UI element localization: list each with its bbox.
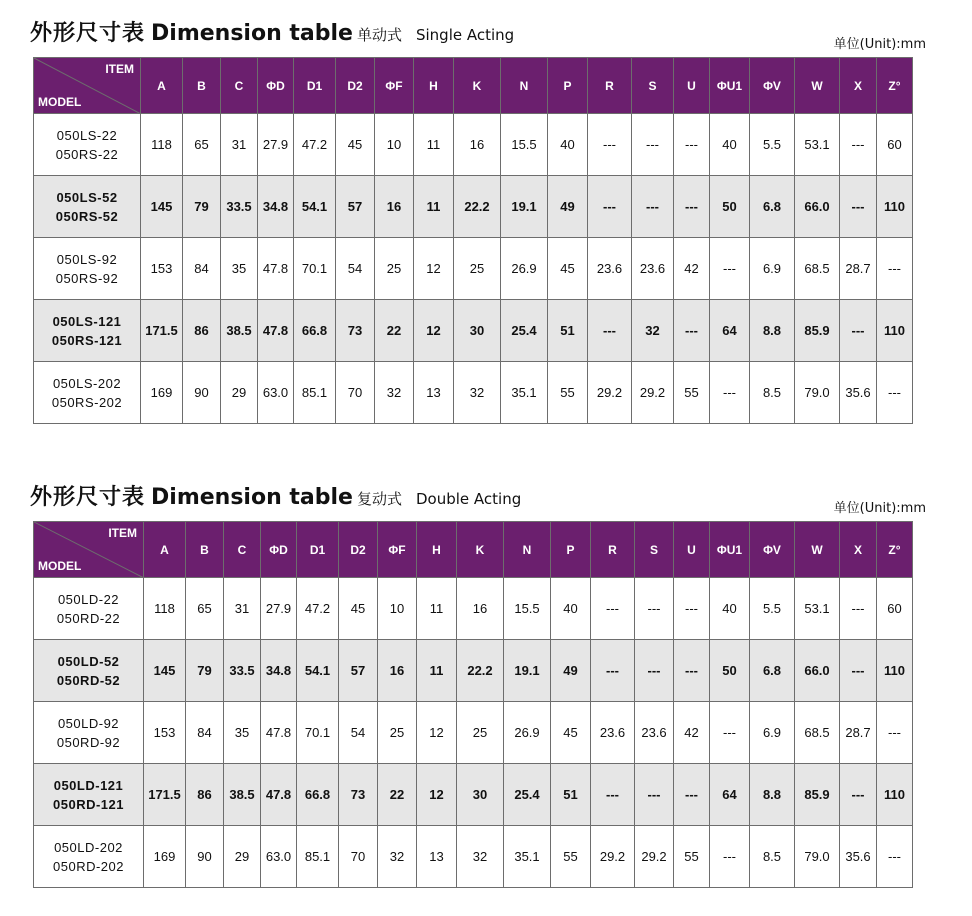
section-title [30,16,514,50]
table-row [34,114,913,176]
col-header: ΦD [261,522,297,578]
table-cell: --- [674,114,710,176]
table-cell: 70.1 [294,238,336,300]
col-header: ΦD [258,58,294,114]
model-name: 050RD-22 [56,610,121,626]
table-cell: 49 [548,176,588,238]
model-name: 050RD-52 [56,672,121,688]
table-row [34,764,913,826]
subtitle-en: Single Acting [415,26,515,44]
model-name: 050LS-52 [56,189,118,205]
table-cell: 19.1 [501,176,548,238]
table-cell: 66.0 [795,640,840,702]
table-cell: 8.8 [750,300,795,362]
table-cell: 64 [710,764,750,826]
table-cell: 84 [183,238,221,300]
table-cell: --- [877,826,913,888]
table-cell: 79 [183,176,221,238]
table-cell: 110 [877,300,913,362]
table-cell: 47.8 [261,764,297,826]
table-row [34,578,913,640]
col-header: ΦV [750,58,795,114]
corner-item-label: ITEM [108,526,137,540]
table-cell: 31 [221,114,258,176]
unit-label: 单位(Unit):mm [833,37,926,52]
col-header: U [674,58,710,114]
col-header: Z° [877,522,913,578]
table-cell: 66.0 [795,176,840,238]
model-cell [34,238,141,300]
table-cell: 38.5 [224,764,261,826]
model-cell [34,640,144,702]
table-cell: 8.5 [750,362,795,424]
table-cell: 70.1 [297,702,339,764]
table-cell: 171.5 [144,764,186,826]
dimension-table [33,521,913,888]
table-cell: 55 [551,826,591,888]
col-header: B [183,58,221,114]
table-cell: --- [710,826,750,888]
table-cell: 57 [339,640,378,702]
col-header: ΦV [750,522,795,578]
table-row [34,238,913,300]
table-cell: --- [840,300,877,362]
table-cell: 33.5 [224,640,261,702]
table-cell: 49 [551,640,591,702]
table-cell: --- [840,764,877,826]
table-cell: 32 [375,362,414,424]
table-cell: 22.2 [454,176,501,238]
table-cell: 86 [183,300,221,362]
table-cell: 145 [144,640,186,702]
table-cell: 90 [183,362,221,424]
table-cell: 42 [674,702,710,764]
table-cell: --- [674,176,710,238]
table-cell: 153 [141,238,183,300]
table-cell: 79 [186,640,224,702]
table-cell: 26.9 [504,702,551,764]
table-cell: 32 [378,826,417,888]
col-header: K [454,58,501,114]
table-cell: 8.5 [750,826,795,888]
table-cell: 60 [877,114,913,176]
table-cell: --- [877,238,913,300]
table-cell: 22.2 [457,640,504,702]
title-en: Dimension table [151,21,353,46]
table-cell: 85.9 [795,764,840,826]
table-cell: --- [632,176,674,238]
table-cell: 70 [336,362,375,424]
table-cell: --- [710,238,750,300]
col-header: ΦF [378,522,417,578]
table-cell: 23.6 [591,702,635,764]
table-cell: 23.6 [632,238,674,300]
table-cell: 65 [186,578,224,640]
table-cell: 16 [378,640,417,702]
table-cell: 11 [414,114,454,176]
col-header: D1 [294,58,336,114]
corner-cell [34,522,144,578]
col-header: W [795,58,840,114]
title-cn: 外形尺寸表 [30,485,146,510]
table-cell: 85.1 [297,826,339,888]
table-cell: 35 [224,702,261,764]
col-header: B [186,522,224,578]
col-header: N [501,58,548,114]
subtitle-cn: 单动式 [356,26,402,44]
table-cell: 50 [710,640,750,702]
model-name: 050LD-121 [53,777,124,793]
col-header: R [591,522,635,578]
table-cell: 27.9 [258,114,294,176]
table-cell: 26.9 [501,238,548,300]
dimension-table [33,57,913,424]
table-cell: 32 [457,826,504,888]
table-cell: 54.1 [297,640,339,702]
table-cell: 153 [144,702,186,764]
col-header: X [840,58,877,114]
table-cell: 85.9 [795,300,840,362]
table-cell: 22 [378,764,417,826]
table-cell: --- [877,702,913,764]
table-cell: 23.6 [635,702,674,764]
table-cell: 28.7 [840,702,877,764]
table-cell: 25.4 [504,764,551,826]
table-cell: 57 [336,176,375,238]
corner-cell [34,58,141,114]
corner-model-label: MODEL [38,559,82,573]
col-header: K [457,522,504,578]
table-row [34,702,913,764]
model-name: 050RS-202 [51,394,123,410]
col-header: R [588,58,632,114]
col-header: A [141,58,183,114]
model-cell [34,702,144,764]
col-header: C [224,522,261,578]
model-name: 050RS-92 [55,270,119,286]
table-cell: 63.0 [261,826,297,888]
model-name: 050LS-22 [56,127,118,143]
col-header: N [504,522,551,578]
table-cell: 40 [548,114,588,176]
title-cn: 外形尺寸表 [30,21,146,46]
table-cell: 65 [183,114,221,176]
model-cell [34,176,141,238]
table-cell: --- [588,300,632,362]
table-cell: 23.6 [588,238,632,300]
table-cell: 50 [710,176,750,238]
model-name: 050LD-92 [57,715,120,731]
table-cell: 145 [141,176,183,238]
table-cell: 16 [375,176,414,238]
table-cell: 63.0 [258,362,294,424]
table-cell: 10 [375,114,414,176]
table-cell: 12 [414,238,454,300]
table-cell: --- [674,300,710,362]
table-cell: --- [591,578,635,640]
table-cell: 110 [877,764,913,826]
table-cell: 85.1 [294,362,336,424]
model-name: 050RS-52 [55,208,119,224]
table-cell: 47.8 [258,238,294,300]
model-name: 050LS-121 [52,313,122,329]
table-cell: 31 [224,578,261,640]
table-cell: 60 [877,578,913,640]
col-header: S [632,58,674,114]
table-cell: 29.2 [635,826,674,888]
table-cell: 28.7 [840,238,877,300]
table-cell: 47.8 [258,300,294,362]
col-header: X [840,522,877,578]
subtitle-en: Double Acting [415,490,522,508]
model-name: 050LD-22 [57,591,120,607]
col-header: D2 [336,58,375,114]
table-cell: 47.2 [297,578,339,640]
model-name: 050LS-92 [56,251,118,267]
table-cell: 47.8 [261,702,297,764]
table-cell: 32 [632,300,674,362]
table-cell: 13 [414,362,454,424]
title-en: Dimension table [151,485,353,510]
table-cell: --- [840,176,877,238]
table-cell: 84 [186,702,224,764]
table-cell: 51 [548,300,588,362]
unit-label: 单位(Unit):mm [833,501,926,516]
model-name: 050LD-202 [54,839,123,855]
table-cell: --- [674,578,710,640]
table-cell: --- [591,764,635,826]
table-cell: 6.8 [750,176,795,238]
table-cell: 110 [877,176,913,238]
table-cell: 29.2 [632,362,674,424]
table-cell: --- [840,640,877,702]
table-cell: 35.1 [501,362,548,424]
table-cell: 38.5 [221,300,258,362]
table-cell: 55 [674,826,710,888]
col-header: S [635,522,674,578]
table-row [34,640,913,702]
table-cell: 19.1 [504,640,551,702]
col-header: W [795,522,840,578]
corner-item-label: ITEM [105,62,134,76]
col-header: U [674,522,710,578]
table-cell: 35.6 [840,362,877,424]
table-cell: 22 [375,300,414,362]
table-cell: 68.5 [795,238,840,300]
model-cell [34,300,141,362]
table-cell: 29 [224,826,261,888]
model-name: 050LD-52 [57,653,120,669]
table-cell: 15.5 [501,114,548,176]
table-cell: 34.8 [261,640,297,702]
table-cell: 55 [548,362,588,424]
model-cell [34,362,141,424]
table-cell: 73 [339,764,378,826]
table-cell: 45 [548,238,588,300]
table-cell: 5.5 [750,114,795,176]
table-cell: 29 [221,362,258,424]
table-cell: 51 [551,764,591,826]
table-cell: 25 [375,238,414,300]
table-cell: 86 [186,764,224,826]
table-cell: 118 [144,578,186,640]
table-cell: 11 [414,176,454,238]
table-cell: 40 [551,578,591,640]
table-cell: 6.8 [750,640,795,702]
table-cell: 35.1 [504,826,551,888]
table-cell: 16 [457,578,504,640]
table-cell: 29.2 [591,826,635,888]
col-header: H [417,522,457,578]
table-cell: 169 [144,826,186,888]
table-cell: 171.5 [141,300,183,362]
table-cell: 45 [339,578,378,640]
col-header: ΦF [375,58,414,114]
table-cell: --- [588,176,632,238]
model-name: 050RD-92 [56,734,121,750]
table-cell: 30 [457,764,504,826]
table-cell: 79.0 [795,362,840,424]
table-cell: 32 [454,362,501,424]
table-cell: 29.2 [588,362,632,424]
col-header: Z° [877,58,913,114]
header-row [34,58,913,114]
col-header: P [551,522,591,578]
table-cell: 79.0 [795,826,840,888]
table-cell: 12 [414,300,454,362]
model-name: 050RS-121 [51,332,123,348]
table-cell: 47.2 [294,114,336,176]
table-cell: 70 [339,826,378,888]
table-cell: 11 [417,578,457,640]
table-cell: 169 [141,362,183,424]
model-name: 050LS-202 [52,375,122,391]
col-header: H [414,58,454,114]
table-cell: 11 [417,640,457,702]
table-cell: 16 [454,114,501,176]
table-cell: --- [840,578,877,640]
table-cell: 54.1 [294,176,336,238]
table-cell: 30 [454,300,501,362]
table-cell: 45 [551,702,591,764]
table-cell: 110 [877,640,913,702]
table-cell: --- [635,640,674,702]
model-cell [34,114,141,176]
table-cell: 90 [186,826,224,888]
model-name: 050RS-22 [55,146,119,162]
table-cell: --- [840,114,877,176]
table-cell: --- [635,578,674,640]
col-header: A [144,522,186,578]
table-cell: --- [877,362,913,424]
col-header: P [548,58,588,114]
table-cell: 33.5 [221,176,258,238]
table-cell: 68.5 [795,702,840,764]
col-header: ΦU1 [710,58,750,114]
table-cell: 35 [221,238,258,300]
table-cell: 42 [674,238,710,300]
table-cell: 34.8 [258,176,294,238]
table-cell: --- [591,640,635,702]
table-cell: 45 [336,114,375,176]
table-cell: 6.9 [750,702,795,764]
table-cell: --- [674,640,710,702]
table-cell: 6.9 [750,238,795,300]
table-cell: 53.1 [795,578,840,640]
col-header: D2 [339,522,378,578]
table-cell: 25.4 [501,300,548,362]
table-cell: 25 [378,702,417,764]
table-cell: 25 [454,238,501,300]
table-cell: 64 [710,300,750,362]
table-cell: 5.5 [750,578,795,640]
table-cell: 15.5 [504,578,551,640]
table-cell: 27.9 [261,578,297,640]
table-cell: --- [635,764,674,826]
table-cell: 54 [339,702,378,764]
table-row [34,362,913,424]
model-cell [34,826,144,888]
table-cell: 66.8 [294,300,336,362]
table-cell: 118 [141,114,183,176]
table-cell: 53.1 [795,114,840,176]
col-header: ΦU1 [710,522,750,578]
table-row [34,300,913,362]
model-name: 050RD-202 [53,858,124,874]
table-cell: --- [710,362,750,424]
table-cell: 66.8 [297,764,339,826]
model-cell [34,764,144,826]
table-cell: --- [588,114,632,176]
table-row [34,176,913,238]
table-cell: --- [674,764,710,826]
model-name: 050RD-121 [53,796,124,812]
model-cell [34,578,144,640]
table-cell: 73 [336,300,375,362]
table-cell: 13 [417,826,457,888]
table-cell: 10 [378,578,417,640]
table-cell: 25 [457,702,504,764]
table-cell: 12 [417,764,457,826]
table-cell: 12 [417,702,457,764]
table-cell: --- [710,702,750,764]
table-cell: 54 [336,238,375,300]
table-cell: 35.6 [840,826,877,888]
table-cell: 40 [710,114,750,176]
table-cell: --- [632,114,674,176]
table-row [34,826,913,888]
subtitle-cn: 复动式 [356,490,402,508]
section-title [30,480,521,514]
corner-model-label: MODEL [38,95,82,109]
table-cell: 55 [674,362,710,424]
col-header: C [221,58,258,114]
header-row [34,522,913,578]
col-header: D1 [297,522,339,578]
table-cell: 8.8 [750,764,795,826]
table-cell: 40 [710,578,750,640]
